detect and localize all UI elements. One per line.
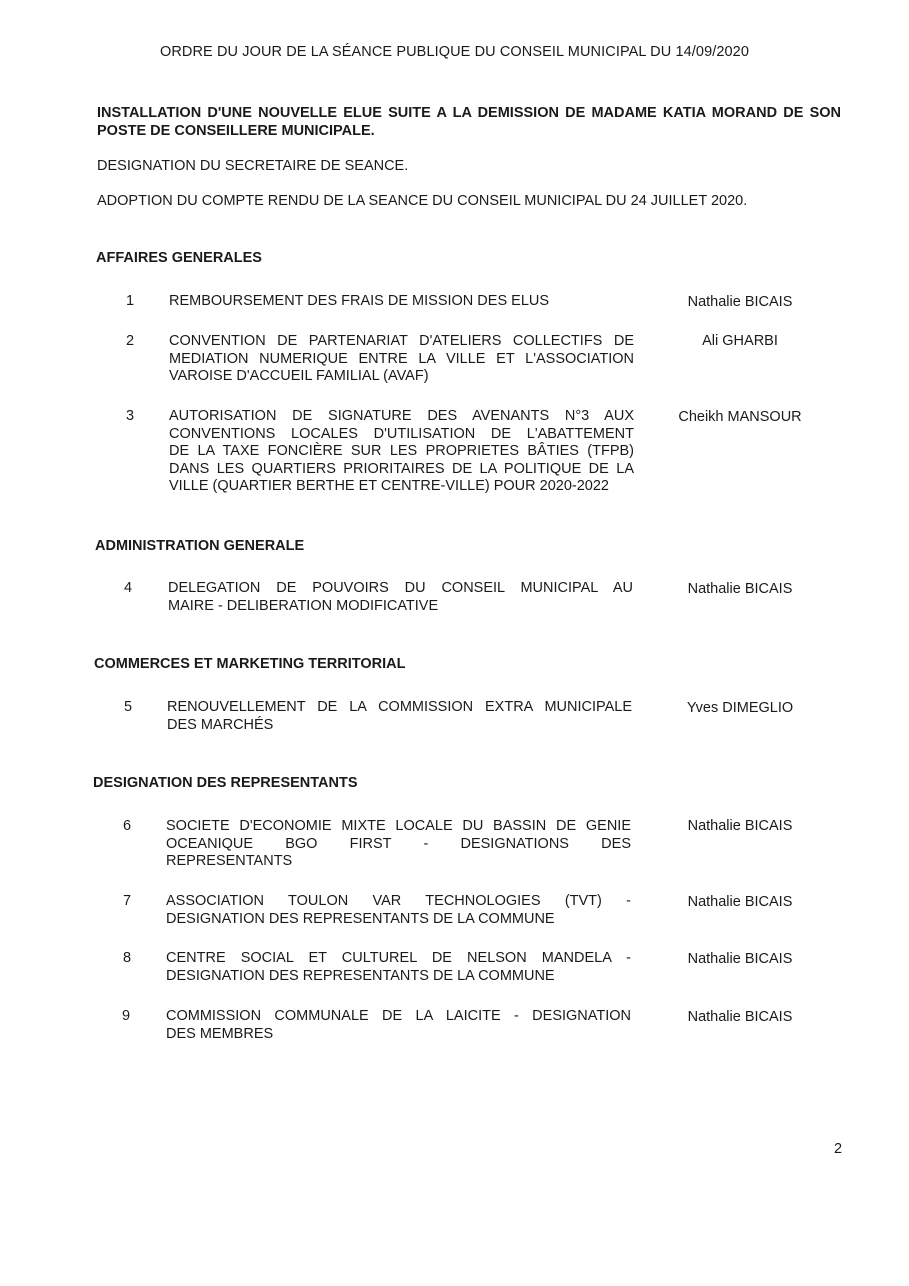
item-line: DESIGNATION DES REPRESENTANTS DE LA COMMUNE xyxy=(166,910,555,927)
item-number: 7 xyxy=(122,893,132,909)
item-line: REMBOURSEMENT DES FRAIS DE MISSION DES ELUS xyxy=(169,293,550,309)
item-line: VAROISE D'ACCUEIL FAMILIAL (AVAF) xyxy=(169,368,429,385)
item-line: DESIGNATION DES REPRESENTANTS DE LA COMMUNE xyxy=(166,967,555,984)
item-number: 6 xyxy=(122,818,132,834)
item-description xyxy=(166,1008,631,1043)
item-rapporteur: Nathalie BICAIS xyxy=(687,951,793,967)
installation-statement: INSTALLATION D'UNE NOUVELLE ELUE SUITE A LA DEMISSION DE MADAME KATIA MORAND DE SON POSTE DE CONSEILLERE MUNICIPALE. xyxy=(97,105,841,139)
item-description xyxy=(168,580,633,615)
section-title-designation-representants: DESIGNATION DES REPRESENTANTS xyxy=(93,775,358,791)
item-line: CONVENTIONS LOCALES D'UTILISATION DE L'ABATTEMENT xyxy=(169,425,634,442)
item-rapporteur: Nathalie BICAIS xyxy=(687,581,793,597)
item-line: AUTORISATION DE SIGNATURE DES AVENANTS N°3 AUX xyxy=(169,408,634,424)
item-rapporteur: Ali GHARBI xyxy=(702,333,778,349)
item-rapporteur: Nathalie BICAIS xyxy=(687,1009,793,1025)
item-line: DE LA TAXE FONCIÈRE SUR LES PROPRIETES BÂTIES (TFPB) xyxy=(169,443,634,460)
section-title-affaires-generales: AFFAIRES GENERALES xyxy=(96,250,262,266)
item-description xyxy=(167,699,632,734)
item-line: SOCIETE D'ECONOMIE MIXTE LOCALE DU BASSIN DE GENIE xyxy=(166,818,631,834)
item-line: DANS LES QUARTIERS PRIORITAIRES DE LA POLITIQUE DE LA xyxy=(169,460,634,477)
item-description xyxy=(169,408,634,496)
item-line: CENTRE SOCIAL ET CULTUREL DE NELSON MANDELA - xyxy=(166,950,631,966)
page-number: 2 xyxy=(833,1141,843,1157)
item-line: OCEANIQUE BGO FIRST - DESIGNATIONS DES xyxy=(166,835,631,852)
item-number: 9 xyxy=(121,1008,131,1024)
item-description xyxy=(169,293,634,311)
item-line: DELEGATION DE POUVOIRS DU CONSEIL MUNICIPAL AU xyxy=(168,580,633,596)
item-line: RENOUVELLEMENT DE LA COMMISSION EXTRA MUNICIPALE xyxy=(167,699,632,715)
item-line: DES MEMBRES xyxy=(166,1025,274,1042)
item-line: ASSOCIATION TOULON VAR TECHNOLOGIES (TVT) - xyxy=(166,893,631,909)
item-rapporteur: Nathalie BICAIS xyxy=(687,894,793,910)
item-line: CONVENTION DE PARTENARIAT D'ATELIERS COLLECTIFS DE xyxy=(169,333,634,349)
item-line: MAIRE - DELIBERATION MODIFICATIVE xyxy=(168,597,439,614)
item-number: 4 xyxy=(123,580,133,596)
item-rapporteur: Nathalie BICAIS xyxy=(687,818,793,834)
item-number: 5 xyxy=(123,699,133,715)
item-description xyxy=(166,950,631,985)
item-number: 8 xyxy=(122,950,132,966)
section-title-administration-generale: ADMINISTRATION GENERALE xyxy=(95,538,305,554)
item-description xyxy=(169,333,634,386)
item-description xyxy=(166,818,631,871)
item-number: 1 xyxy=(125,293,135,309)
item-rapporteur: Nathalie BICAIS xyxy=(687,294,793,310)
item-rapporteur: Cheikh MANSOUR xyxy=(678,409,802,425)
item-line: REPRESENTANTS xyxy=(166,853,293,870)
minutes-adoption: ADOPTION DU COMPTE RENDU DE LA SEANCE DU CONSEIL MUNICIPAL DU 24 JUILLET 2020. xyxy=(97,193,748,209)
item-line: VILLE (QUARTIER BERTHE ET CENTRE-VILLE) POUR 2020-2022 xyxy=(169,478,609,495)
section-title-commerces-marketing: COMMERCES ET MARKETING TERRITORIAL xyxy=(94,656,406,672)
item-line: MEDIATION NUMERIQUE ENTRE LA VILLE ET L'ASSOCIATION xyxy=(169,350,634,367)
item-number: 3 xyxy=(125,408,135,424)
page-title: ORDRE DU JOUR DE LA SÉANCE PUBLIQUE DU CONSEIL MUNICIPAL DU 14/09/2020 xyxy=(159,44,750,60)
item-number: 2 xyxy=(125,333,135,349)
item-line: DES MARCHÉS xyxy=(167,716,274,733)
secretary-designation: DESIGNATION DU SECRETAIRE DE SEANCE. xyxy=(97,158,409,174)
item-description xyxy=(166,893,631,928)
item-rapporteur: Yves DIMEGLIO xyxy=(686,700,794,716)
item-line: COMMISSION COMMUNALE DE LA LAICITE - DESIGNATION xyxy=(166,1008,631,1024)
